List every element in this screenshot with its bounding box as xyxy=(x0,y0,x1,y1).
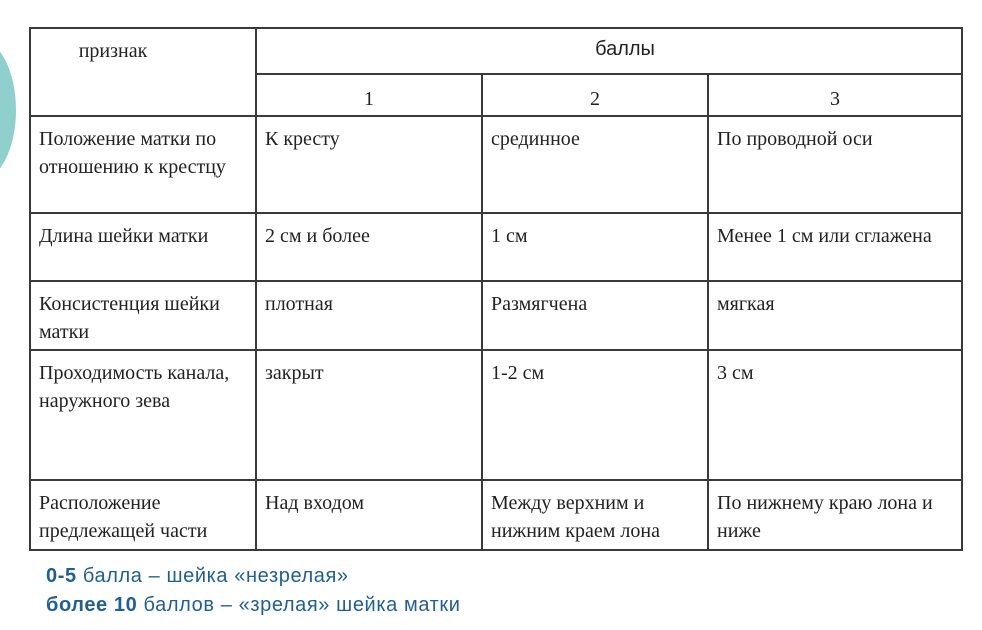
mature-cervix-note xyxy=(46,591,461,620)
immature-score-range: 0-5 xyxy=(46,565,77,587)
row-score-2: 1 см xyxy=(482,213,708,281)
row-score-1: К кресту xyxy=(256,116,482,213)
row-score-2: Размягчена xyxy=(482,281,708,350)
row-feature: Проходимость канала, наружного зева xyxy=(30,350,256,480)
table-row xyxy=(30,480,962,550)
row-feature: Расположение предлежащей части xyxy=(30,480,256,550)
row-score-1: 2 см и более xyxy=(256,213,482,281)
row-score-1: Над входом xyxy=(256,480,482,550)
row-score-1: плотная xyxy=(256,281,482,350)
row-score-2: 1-2 см xyxy=(482,350,708,480)
interpretation-notes xyxy=(46,562,461,620)
score-column-2: 2 xyxy=(482,74,708,116)
score-column-header: баллы xyxy=(256,28,962,74)
row-score-3: По проводной оси xyxy=(708,116,962,213)
feature-column-header: признак xyxy=(30,28,256,116)
immature-cervix-note xyxy=(46,562,461,591)
row-feature: Консистенция шейки матки xyxy=(30,281,256,350)
table-row xyxy=(30,116,962,213)
table-row xyxy=(30,350,962,480)
mature-score-range: более 10 xyxy=(46,594,138,616)
row-score-2: срединное xyxy=(482,116,708,213)
row-score-3: мягкая xyxy=(708,281,962,350)
row-score-3: По нижнему краю лона и ниже xyxy=(708,480,962,550)
bishop-score-table xyxy=(29,27,963,551)
row-score-2: Между верхним и нижним краем лона xyxy=(482,480,708,550)
score-column-3: 3 xyxy=(708,74,962,116)
row-feature: Положение матки по отношению к крестцу xyxy=(30,116,256,213)
mature-description: баллов – «зрелая» шейка матки xyxy=(137,594,461,616)
score-column-1: 1 xyxy=(256,74,482,116)
table-row xyxy=(30,281,962,350)
table-header-row xyxy=(30,28,962,74)
decorative-arc xyxy=(0,40,16,180)
row-feature: Длина шейки матки xyxy=(30,213,256,281)
row-score-3: 3 см xyxy=(708,350,962,480)
row-score-1: закрыт xyxy=(256,350,482,480)
immature-description: балла – шейка «незрелая» xyxy=(76,565,349,587)
row-score-3: Менее 1 см или сглажена xyxy=(708,213,962,281)
table-row xyxy=(30,213,962,281)
